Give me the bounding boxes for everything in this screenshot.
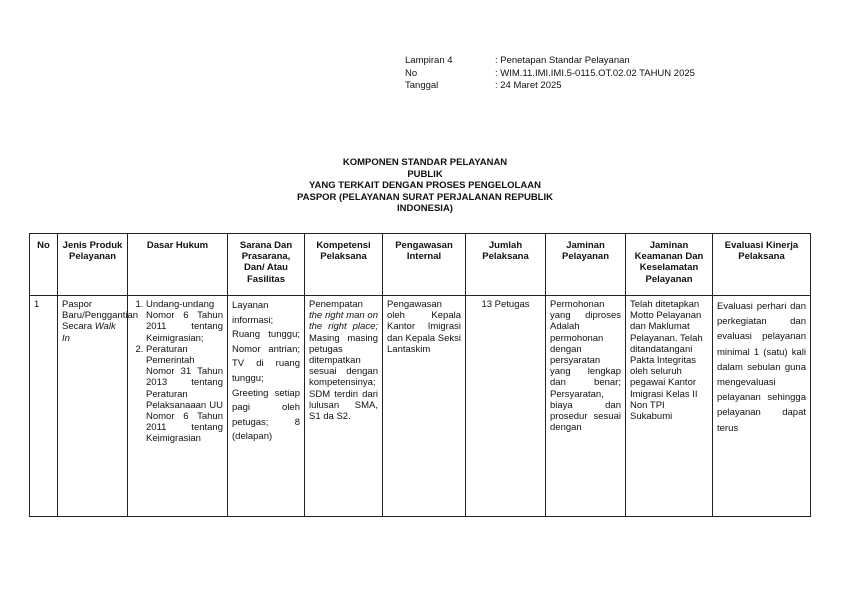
cell-no: 1 — [30, 296, 58, 517]
kompetensi-text-italic: the right man on the right place; — [309, 310, 378, 333]
list-item: 1. Undang-undang Nomor 6 Tahun 2011 tentang Keimigrasian; — [146, 299, 223, 344]
kompetensi-text-c: Masing masing petugas ditempatkan sesuai dengan kompetensinya; — [309, 332, 378, 389]
meta-no-value: : WIM.11.IMI.IMI.5-0115.OT.02.02 TAHUN 2025 — [495, 67, 695, 79]
meta-no-label: No — [405, 67, 418, 79]
meta-tanggal-label: Tanggal — [405, 80, 439, 91]
header-kompetensi: Kompetensi Pelaksana — [305, 234, 383, 296]
cell-pengawasan: Pengawasan oleh Kepala Kantor Imigrasi dan Kepala Seksi Lantaskim — [383, 296, 466, 517]
title-line-1: KOMPONEN STANDAR PELAYANAN — [342, 157, 508, 168]
header-pengawasan: Pengawasan Internal — [383, 234, 466, 296]
document-metadata — [405, 55, 695, 93]
header-jumlah: Jumlah Pelaksana — [466, 234, 546, 296]
header-no: No — [30, 234, 58, 296]
title-line-5: INDONESIA) — [397, 203, 453, 215]
meta-lampiran — [405, 55, 695, 68]
kompetensi-text-a: Penempatan — [309, 299, 363, 310]
meta-tanggal — [405, 80, 695, 93]
header-sarana: Sarana Dan Prasarana, Dan/ Atau Fasilitas — [228, 234, 305, 296]
header-dasar-hukum: Dasar Hukum — [128, 234, 228, 296]
cell-jenis-produk — [58, 296, 139, 517]
list-item: 2. Peraturan Pemerintah Nomor 31 Tahun 2013 tentang Peraturan Pelaksanaaan UU Nomor 6 Tahun 2011 tentang Keimigrasian — [146, 344, 223, 445]
kompetensi-text-d: SDM terdiri dari lulusan SMA, S1 da S2. — [309, 388, 378, 423]
meta-no — [405, 68, 695, 81]
cell-evaluasi: Evaluasi perhari dan perkegiatan dan evaluasi pelayanan minimal 1 (satu) kali dalam sebulan guna mengevaluasi pelayanan sehingga pelayanan dapat terus — [713, 296, 811, 517]
header-evaluasi: Evaluasi Kinerja Pelaksana — [713, 234, 811, 296]
header-keamanan: Jaminan Keamanan Dan Keselamatan Pelayanan — [626, 234, 713, 296]
title-line-2: PUBLIK — [407, 168, 443, 180]
table-header-row — [30, 234, 811, 296]
meta-lampiran-label: Lampiran 4 — [405, 55, 453, 66]
header-jaminan: Jaminan Pelayanan — [546, 234, 626, 296]
cell-jumlah: 13 Petugas — [466, 296, 546, 517]
table-row — [30, 296, 811, 517]
dasar-hukum-list — [132, 299, 223, 445]
cell-jaminan: Permohonan yang diproses Adalah permohonan dengan persyaratan yang lengkap dan benar; Persyaratan, biaya dan prosedur sesuai dengan — [546, 296, 626, 517]
title-line-3: YANG TERKAIT DENGAN PROSES PENGELOLAAN — [309, 180, 541, 192]
meta-lampiran-value: : Penetapan Standar Pelayanan — [495, 55, 630, 66]
meta-tanggal-value: : 24 Maret 2025 — [495, 80, 562, 91]
cell-jenis-text: Paspor Baru/Penggantian Secara — [62, 299, 139, 333]
cell-keamanan: Telah ditetapkan Motto Pelayanan dan Maklumat Pelayanan. Telah ditandatangani Pakta Integritas oleh seluruh pegawai Kantor Imigrasi Kelas II Non TPI Sukabumi — [626, 296, 713, 517]
standar-pelayanan-table — [29, 233, 811, 517]
cell-jenis-walk-in: Walk In — [62, 321, 116, 344]
title-line-4: PASPOR (PELAYANAN SURAT PERJALANAN REPUBLIK — [296, 191, 553, 203]
cell-kompetensi — [305, 296, 383, 517]
cell-sarana: Layanan informasi; Ruang tunggu; Nomor antrian; TV di ruang tunggu; Greeting setiap pagi oleh petugas; 8 (delapan) — [228, 296, 305, 517]
document-title — [250, 157, 600, 215]
header-jenis-produk: Jenis Produk Pelayanan — [58, 234, 128, 296]
cell-dasar-hukum — [128, 296, 228, 517]
